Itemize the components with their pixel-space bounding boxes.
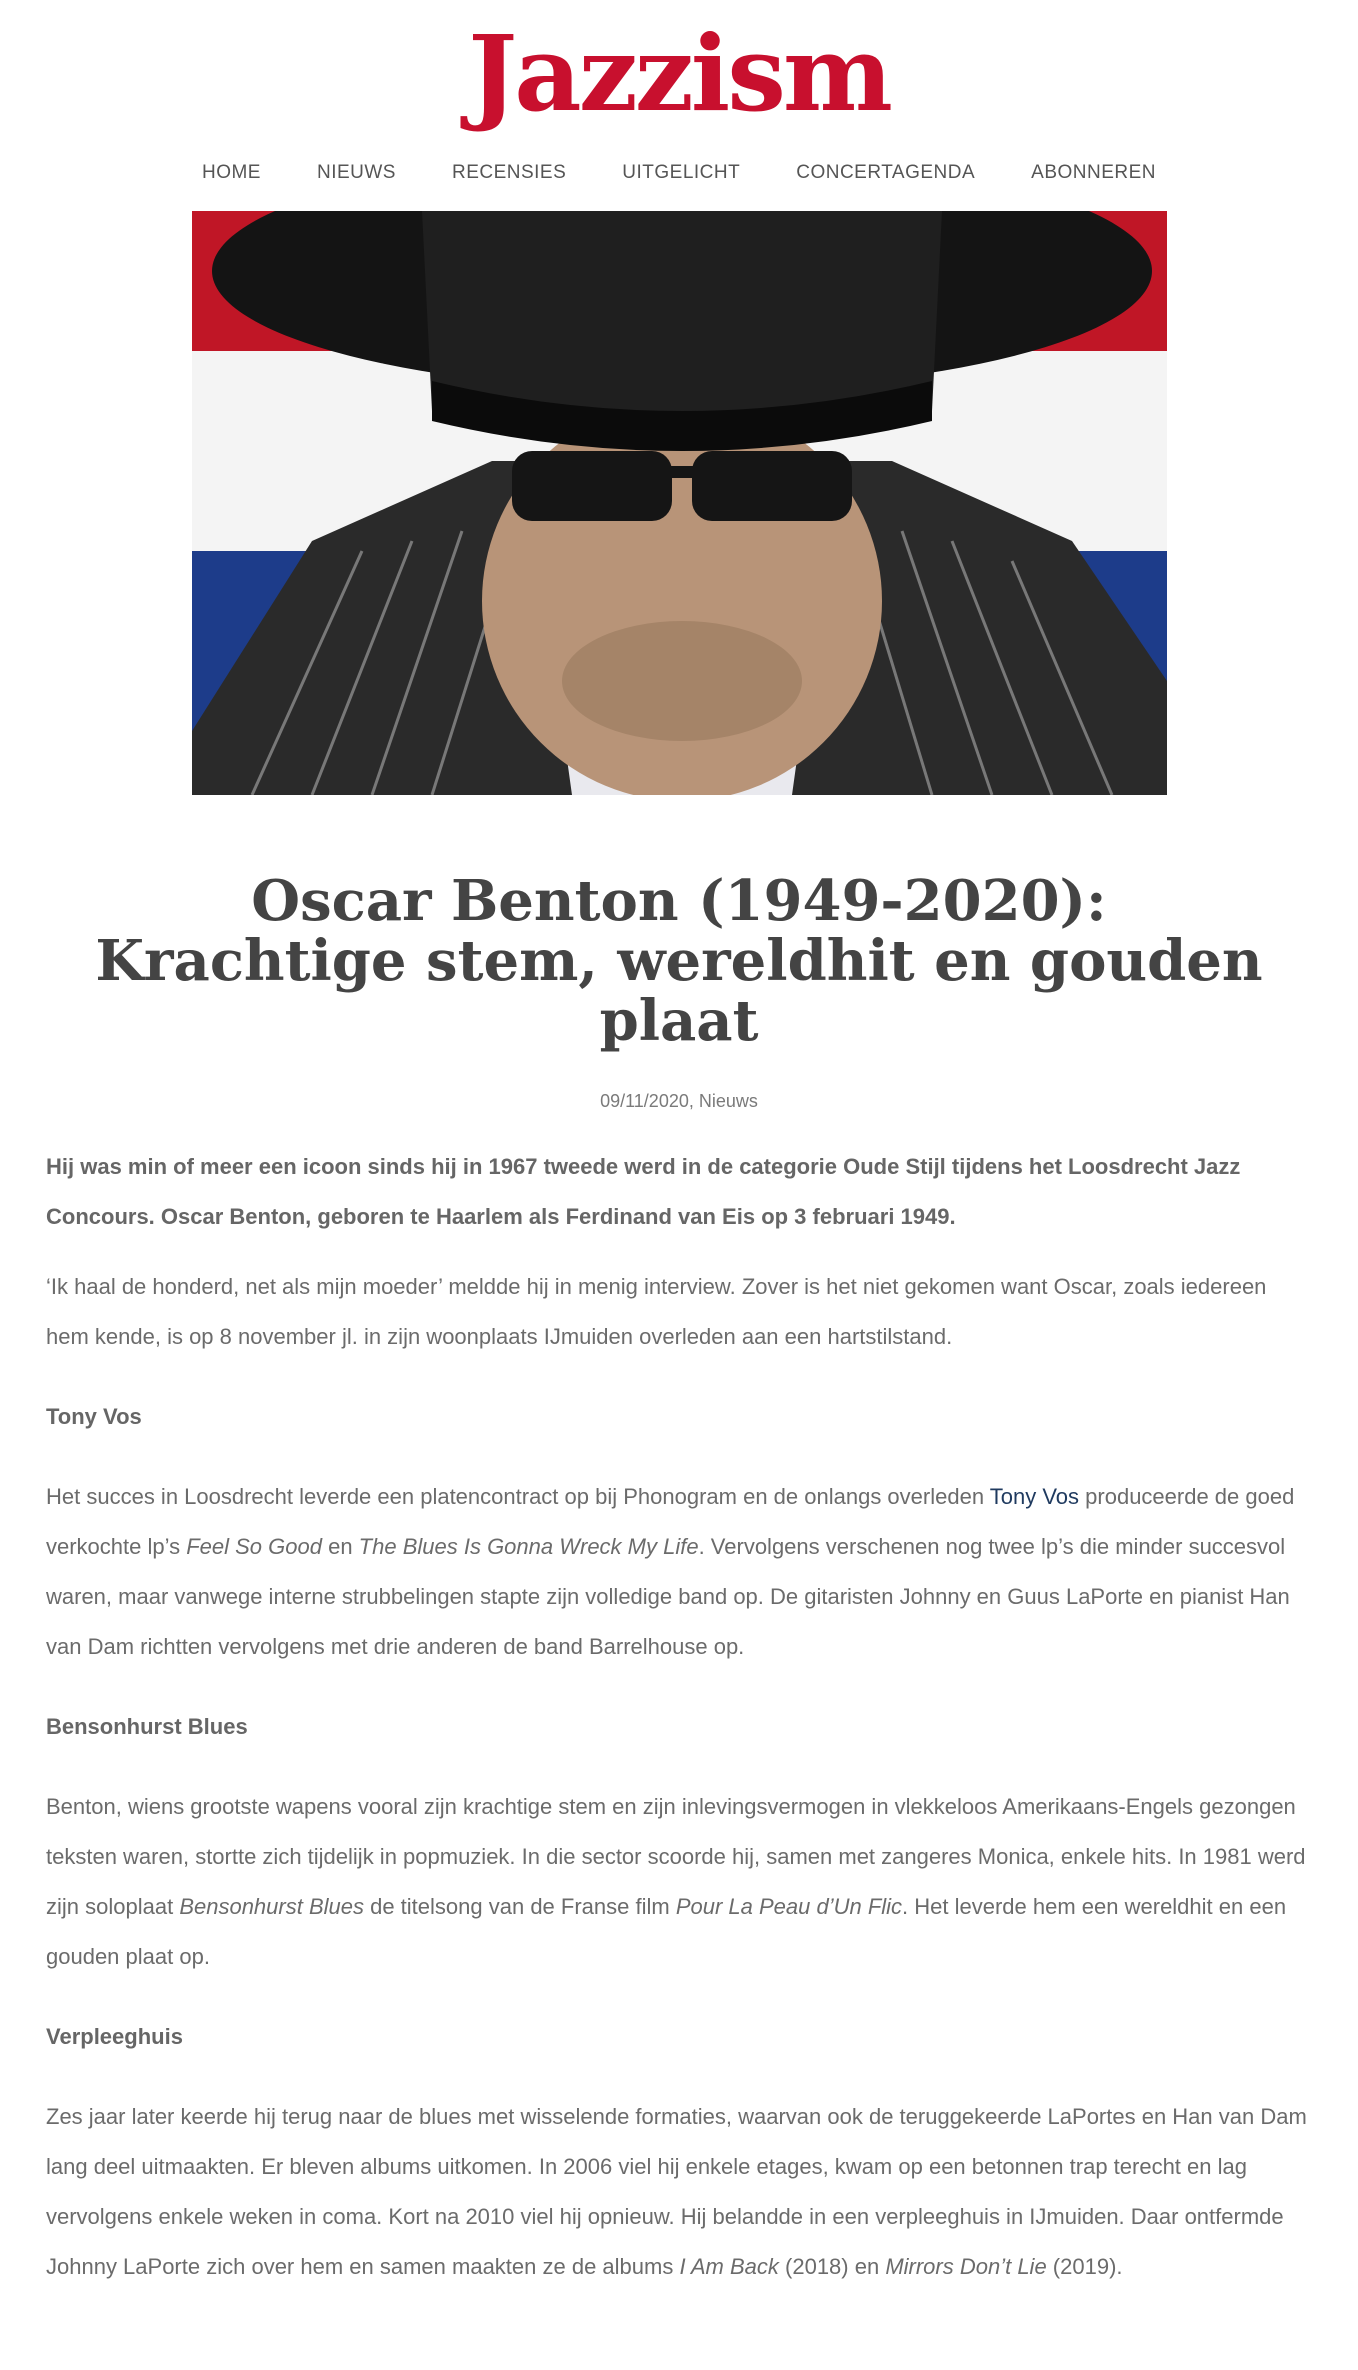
article-paragraph-4: [46, 2092, 1312, 2292]
hero-image: [192, 211, 1167, 795]
subheading-bensonhurst-blues: Bensonhurst Blues: [46, 1714, 248, 1739]
portrait-illustration: [192, 211, 1167, 795]
main-nav: [0, 162, 1358, 184]
text-segment: (2018) en: [778, 2254, 886, 2279]
text-segment: . Het leverde hem een wereldhit en een gouden plaat op.: [46, 1894, 1287, 1969]
nav-item-uitgelicht[interactable]: UITGELICHT: [622, 162, 741, 183]
nav-item-nieuws[interactable]: NIEUWS: [316, 162, 396, 183]
album-title: The Blues Is Gonna Wreck My Life: [358, 1534, 699, 1559]
album-title: Feel So Good: [186, 1534, 322, 1559]
site-logo[interactable]: Jazzism: [468, 12, 890, 135]
nav-item-abonneren[interactable]: ABONNEREN: [1031, 162, 1157, 183]
text-segment: Benton, wiens grootste wapens vooral zijn krachtige stem en zijn inlevingsvermogen in vlekkeloos Amerikaans-Engels gezongen teksten waren, stortte zich tijdelijk in popmuziek. In die sector scoorde hij, samen met zangeres Monica, enkele hits. In 1981 werd zijn soloplaat: [46, 1794, 1306, 1919]
article-paragraph-3: [46, 1782, 1312, 1982]
site-header: [0, 0, 1358, 184]
text-segment: Het succes in Loosdrecht leverde een platencontract op bij Phonogram en de onlangs overleden: [46, 1484, 990, 1509]
nav-item-recensies[interactable]: RECENSIES: [451, 162, 567, 183]
album-title: I Am Back: [679, 2254, 779, 2279]
article-title: Oscar Benton (1949-2020): Krachtige stem, wereldhit en gouden plaat: [95, 868, 1263, 1054]
article-category-link[interactable]: Nieuws: [698, 1091, 758, 1111]
nav-item-home[interactable]: HOME: [201, 162, 261, 183]
text-segment: de titelsong van de Franse film: [363, 1894, 676, 1919]
text-segment: en: [321, 1534, 359, 1559]
article-paragraph-2: [46, 1472, 1312, 1672]
article-paragraph-1: ‘Ik haal de honderd, net als mijn moeder’ meldde hij in menig interview. Zover is het niet gekomen want Oscar, zoals iedereen hem kende, is op 8 november jl. in zijn woonplaats IJmuiden overleden aan een hartstilstand.: [46, 1274, 1267, 1349]
meta-separator: ,: [688, 1091, 699, 1111]
text-segment: produceerde de goed verkochte lp’s: [46, 1484, 1295, 1559]
text-segment: (2019).: [1046, 2254, 1123, 2279]
text-segment: . Vervolgens verschenen nog twee lp’s die minder succesvol waren, maar vanwege interne strubbelingen stapte zijn volledige band op. De gitaristen Johnny en Guus LaPorte en pianist Han van Dam richtten vervolgens met drie anderen de band Barrelhouse op.: [46, 1534, 1290, 1659]
article-lead: Hij was min of meer een icoon sinds hij in 1967 tweede werd in de categorie Oude Stijl tijdens het Loosdrecht Jazz Concours. Oscar Benton, geboren te Haarlem als Ferdinand van Eis op 3 februari 1949.: [46, 1154, 1241, 1229]
nav-item-concertagenda[interactable]: CONCERTAGENDA: [796, 162, 976, 183]
subheading-tony-vos: Tony Vos: [46, 1404, 142, 1429]
album-title: Bensonhurst Blues: [179, 1894, 364, 1919]
subheading-verpleeghuis: Verpleeghuis: [46, 2024, 183, 2049]
article-body: [46, 1142, 1312, 2292]
album-title: Mirrors Don’t Lie: [885, 2254, 1047, 2279]
link-tony-vos[interactable]: Tony Vos: [989, 1484, 1080, 1509]
film-title: Pour La Peau d’Un Flic: [675, 1894, 903, 1919]
article-date: 09/11/2020: [600, 1091, 689, 1111]
article-meta: [0, 1091, 1358, 1112]
text-segment: Zes jaar later keerde hij terug naar de blues met wisselende formaties, waarvan ook de teruggekeerde LaPortes en Han van Dam lang deel uitmaakten. Er bleven albums uitkomen. In 2006 viel hij enkele etages, kwam op een betonnen trap terecht en lag vervolgens enkele weken in coma. Kort na 2010 viel hij opnieuw. Hij belandde in een verpleeghuis in IJmuiden. Daar ontfermde Johnny LaPorte zich over hem en samen maakten ze de albums: [46, 2104, 1307, 2279]
